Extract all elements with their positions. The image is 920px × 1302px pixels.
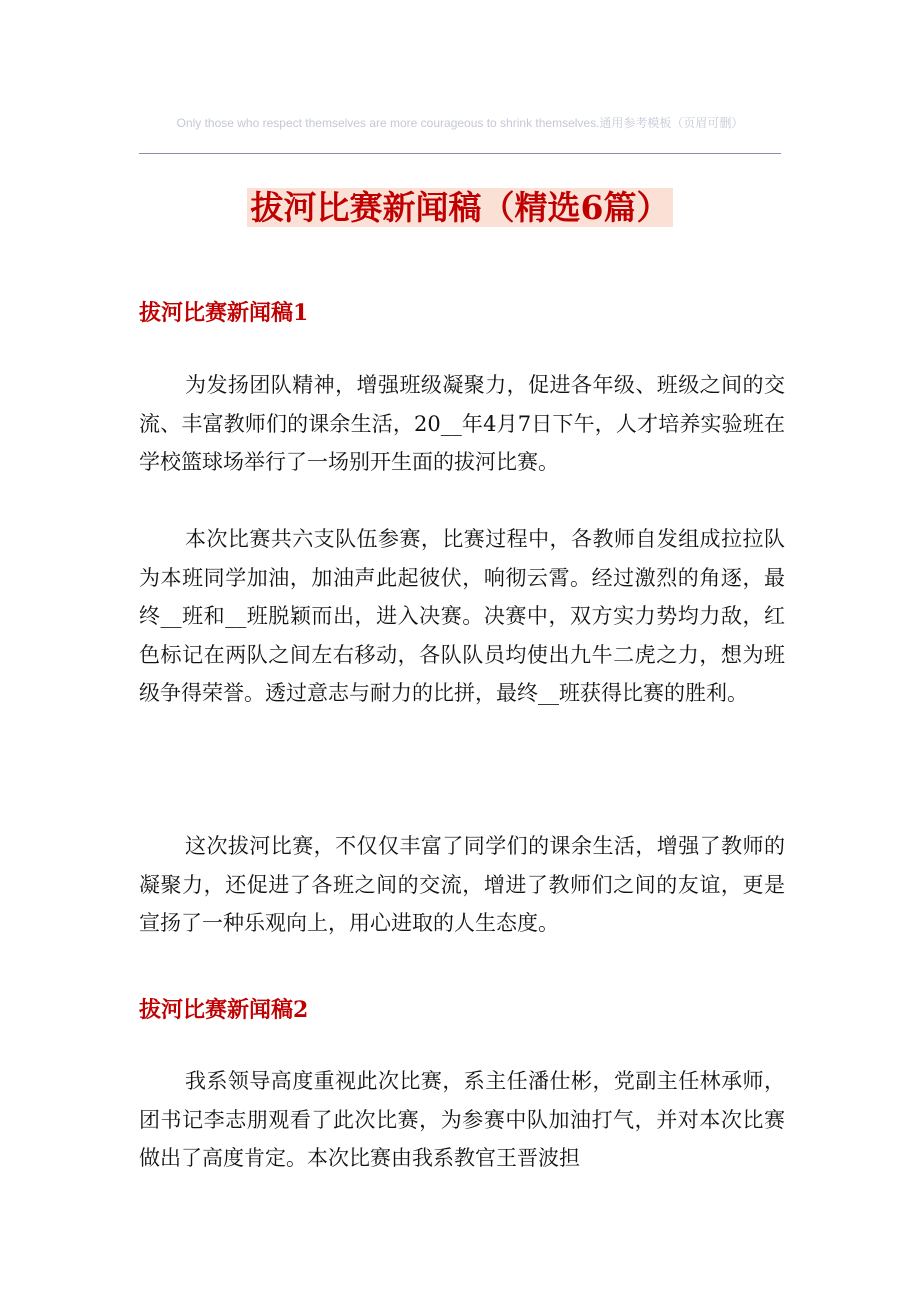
- page-header-text: Only those who respect themselves are more courageous to shrink themselves.通用参考模板（页眉可删）: [176, 116, 744, 130]
- section-1-paragraph-1: 为发扬团队精神，增强班级凝聚力，促进各年级、班级之间的交流、丰富教师们的课余生活，20__年4月7日下午，人才培养实验班在学校篮球场举行了一场别开生面的拔河比赛。: [139, 373, 785, 474]
- section-heading-2: 拔河比赛新闻稿2: [139, 997, 309, 1023]
- section-heading-1: 拔河比赛新闻稿1: [139, 300, 309, 326]
- section-1-paragraph-2: 本次比赛共六支队伍参赛，比赛过程中，各教师自发组成拉拉队为本班同学加油，加油声此起彼伏，响彻云霄。经过激烈的角逐，最终__班和__班脱颖而出，进入决赛。决赛中，双方实力势均力敌，红色标记在两队之间左右移动，各队队员均使出九牛二虎之力，想为班级争得荣誉。透过意志与耐力的比拼，最终__班获得比赛的胜利。: [139, 527, 785, 705]
- section-2-paragraph-1: 我系领导高度重视此次比赛，系主任潘仕彬，党副主任林承师，团书记李志朋观看了此次比赛，为参赛中队加油打气，并对本次比赛做出了高度肯定。本次比赛由我系教官王晋波担: [139, 1069, 785, 1170]
- document-title: [0, 186, 920, 230]
- header-divider: [139, 153, 781, 154]
- section-1-paragraph-3: 这次拔河比赛，不仅仅丰富了同学们的课余生活，增强了教师的凝聚力，还促进了各班之间的交流，增进了教师们之间的友谊，更是宣扬了一种乐观向上，用心进取的人生态度。: [139, 834, 785, 935]
- document-title-text: 拔河比赛新闻稿（精选6篇）: [247, 188, 674, 227]
